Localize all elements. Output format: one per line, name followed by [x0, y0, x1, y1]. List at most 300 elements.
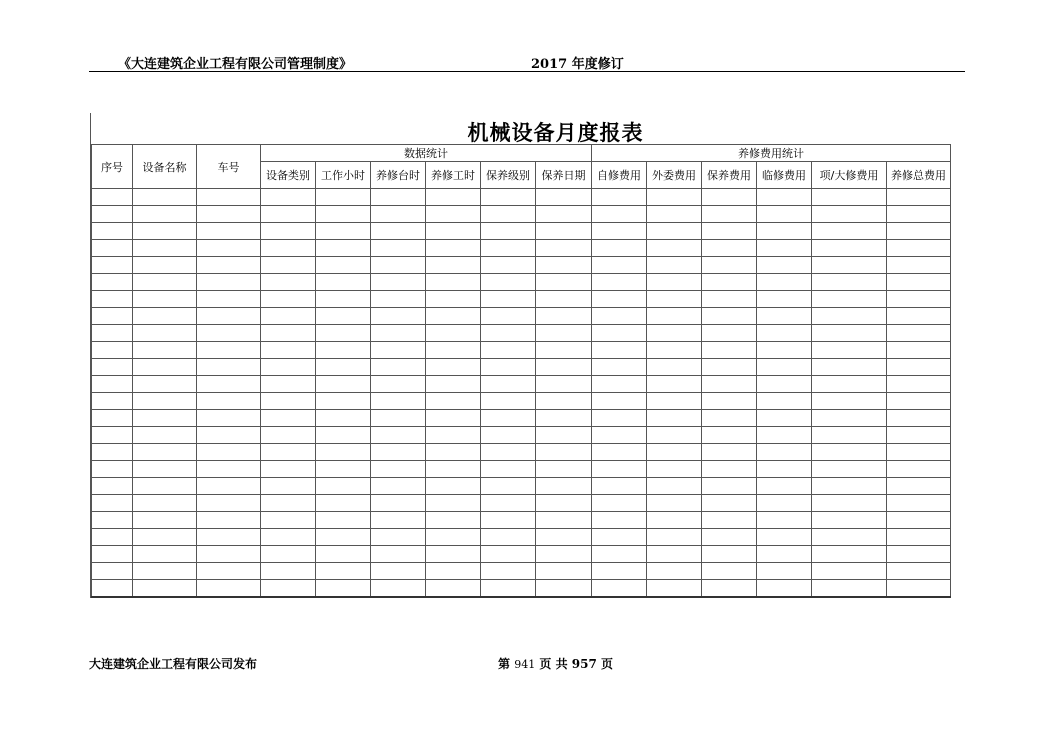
table-cell [702, 325, 757, 342]
table-cell [316, 342, 371, 359]
table-cell [757, 410, 812, 427]
table-cell [592, 291, 647, 308]
table-cell [371, 393, 426, 410]
table-cell [426, 257, 481, 274]
table-cell [536, 410, 592, 427]
table-cell [426, 410, 481, 427]
table-cell [316, 206, 371, 223]
table-row [92, 359, 951, 376]
table-cell [197, 342, 261, 359]
table-cell [371, 563, 426, 580]
table-cell [426, 444, 481, 461]
table-cell [133, 257, 197, 274]
table-cell [812, 444, 887, 461]
table-cell [536, 206, 592, 223]
table-cell [757, 359, 812, 376]
table-cell [316, 512, 371, 529]
table-cell [647, 189, 702, 206]
table-cell [92, 444, 133, 461]
table-cell [261, 393, 316, 410]
table-row [92, 342, 951, 359]
form-title: 机械设备月度报表 [467, 120, 644, 145]
table-cell [536, 240, 592, 257]
table-cell [647, 359, 702, 376]
table-cell [197, 512, 261, 529]
table-cell [261, 257, 316, 274]
table-cell [316, 495, 371, 512]
table-cell [92, 342, 133, 359]
table-cell [536, 274, 592, 291]
table-cell [887, 274, 951, 291]
table-row [92, 410, 951, 427]
table-cell [536, 546, 592, 563]
table-cell [426, 359, 481, 376]
table-row [92, 512, 951, 529]
table-cell [133, 529, 197, 546]
table-cell [592, 410, 647, 427]
table-cell [757, 342, 812, 359]
table-cell [592, 342, 647, 359]
table-cell [316, 308, 371, 325]
table-cell [371, 444, 426, 461]
table-cell [536, 393, 592, 410]
table-cell [887, 291, 951, 308]
table-cell [702, 393, 757, 410]
table-cell [133, 393, 197, 410]
table-row [92, 223, 951, 240]
table-cell [812, 274, 887, 291]
table-cell [592, 206, 647, 223]
table-cell [197, 393, 261, 410]
table-cell [702, 308, 757, 325]
table-cell [887, 512, 951, 529]
table-cell [133, 274, 197, 291]
table-cell [316, 410, 371, 427]
table-cell [812, 257, 887, 274]
table-cell [261, 240, 316, 257]
table-cell [316, 325, 371, 342]
table-cell [133, 206, 197, 223]
table-cell [371, 512, 426, 529]
table-cell [261, 444, 316, 461]
table-row [92, 189, 951, 206]
table-cell [647, 461, 702, 478]
table-cell [757, 291, 812, 308]
table-cell [481, 359, 536, 376]
table-cell [647, 342, 702, 359]
table-cell [133, 563, 197, 580]
table-cell [426, 206, 481, 223]
table-cell [757, 512, 812, 529]
table-cell [812, 546, 887, 563]
table-cell [757, 308, 812, 325]
table-cell [702, 495, 757, 512]
table-cell [887, 427, 951, 444]
table-cell [702, 444, 757, 461]
table-cell [261, 580, 316, 597]
table-cell [887, 223, 951, 240]
table-cell [316, 461, 371, 478]
table-cell [426, 376, 481, 393]
table-cell [536, 427, 592, 444]
table-cell [812, 240, 887, 257]
table-cell [133, 461, 197, 478]
table-cell [92, 461, 133, 478]
table-cell [647, 257, 702, 274]
table-cell [702, 546, 757, 563]
table-cell [887, 495, 951, 512]
table-cell [92, 223, 133, 240]
table-cell [757, 580, 812, 597]
table-cell [592, 223, 647, 240]
table-cell [757, 189, 812, 206]
table-cell [592, 308, 647, 325]
table-cell [757, 478, 812, 495]
col-header: 设备类别 [261, 162, 316, 189]
table-cell [133, 410, 197, 427]
table-cell [316, 240, 371, 257]
table-cell [426, 563, 481, 580]
table-cell [371, 274, 426, 291]
table-cell [316, 291, 371, 308]
header-rule [89, 71, 965, 72]
table-cell [757, 563, 812, 580]
table-row [92, 257, 951, 274]
table-cell [481, 376, 536, 393]
table-cell [133, 325, 197, 342]
table-cell [316, 274, 371, 291]
table-cell [426, 342, 481, 359]
table-cell [197, 206, 261, 223]
table-cell [133, 291, 197, 308]
table-cell [481, 223, 536, 240]
table-cell [133, 478, 197, 495]
table-row [92, 478, 951, 495]
table-cell [371, 529, 426, 546]
table-cell [887, 529, 951, 546]
table-cell [536, 325, 592, 342]
table-row [92, 308, 951, 325]
footer-page-info [498, 655, 613, 672]
table-cell [371, 427, 426, 444]
table-cell [92, 546, 133, 563]
table-cell [92, 376, 133, 393]
table-cell [197, 257, 261, 274]
table-cell [757, 427, 812, 444]
table-cell [261, 512, 316, 529]
header-document-title: 《大连建筑企业工程有限公司管理制度》 [118, 57, 353, 72]
table-cell [757, 461, 812, 478]
table-cell [812, 308, 887, 325]
table-cell [592, 257, 647, 274]
table-cell [647, 291, 702, 308]
table-cell [702, 342, 757, 359]
table-cell [371, 240, 426, 257]
table-cell [757, 546, 812, 563]
col-header: 外委费用 [647, 162, 702, 189]
table-cell [757, 376, 812, 393]
table-cell [133, 580, 197, 597]
table-cell [133, 223, 197, 240]
table-cell [536, 291, 592, 308]
table-cell [261, 546, 316, 563]
table-cell [371, 189, 426, 206]
table-cell [481, 240, 536, 257]
table-cell [702, 206, 757, 223]
table-cell [316, 393, 371, 410]
table-row [92, 376, 951, 393]
table-cell [887, 461, 951, 478]
table-cell [133, 512, 197, 529]
group-header-maintenance-cost: 养修费用统计 [592, 145, 951, 162]
table-cell [426, 546, 481, 563]
table-cell [426, 223, 481, 240]
table-cell [92, 512, 133, 529]
page-mid: 页 共 [539, 657, 568, 671]
table-cell [92, 206, 133, 223]
table-cell [197, 580, 261, 597]
table-cell [261, 376, 316, 393]
table-cell [426, 495, 481, 512]
table-cell [261, 325, 316, 342]
table-cell [702, 223, 757, 240]
table-cell [647, 427, 702, 444]
col-header: 项/大修费用 [812, 162, 887, 189]
table-cell [702, 359, 757, 376]
table-cell [647, 223, 702, 240]
table-cell [887, 563, 951, 580]
table-cell [481, 342, 536, 359]
table-cell [757, 223, 812, 240]
table-cell [426, 325, 481, 342]
table-cell [536, 308, 592, 325]
table-cell [261, 410, 316, 427]
table-cell [812, 359, 887, 376]
table-cell [702, 512, 757, 529]
table-cell [536, 478, 592, 495]
table-cell [536, 257, 592, 274]
table-cell [133, 546, 197, 563]
table-cell [757, 325, 812, 342]
table-cell [92, 529, 133, 546]
table-row [92, 580, 951, 597]
col-header-equipment-name: 设备名称 [133, 145, 197, 189]
table-cell [702, 376, 757, 393]
table-cell [371, 308, 426, 325]
table-cell [481, 206, 536, 223]
table-cell [197, 444, 261, 461]
table-cell [647, 393, 702, 410]
table-cell [133, 189, 197, 206]
table-cell [702, 563, 757, 580]
table-cell [536, 376, 592, 393]
table-cell [92, 495, 133, 512]
table-cell [261, 359, 316, 376]
table-cell [371, 223, 426, 240]
table-cell [133, 376, 197, 393]
table-cell [702, 410, 757, 427]
table-cell [197, 546, 261, 563]
table-cell [133, 308, 197, 325]
table-cell [536, 529, 592, 546]
table-cell [481, 393, 536, 410]
table-cell [426, 291, 481, 308]
col-header: 自修费用 [592, 162, 647, 189]
table-cell [316, 546, 371, 563]
table-cell [481, 257, 536, 274]
table-cell [536, 189, 592, 206]
col-header: 养修工时 [426, 162, 481, 189]
table-cell [647, 512, 702, 529]
table-cell [757, 529, 812, 546]
table-cell [261, 461, 316, 478]
col-header: 保养费用 [702, 162, 757, 189]
table-cell [592, 461, 647, 478]
table-cell [887, 478, 951, 495]
table-cell [647, 274, 702, 291]
table-cell [757, 444, 812, 461]
group-header-data-stats: 数据统计 [261, 145, 592, 162]
table-row [92, 427, 951, 444]
table-cell [887, 359, 951, 376]
table-cell [887, 342, 951, 359]
table-cell [757, 206, 812, 223]
table-cell [316, 478, 371, 495]
table-cell [197, 291, 261, 308]
table-cell [371, 291, 426, 308]
table-cell [702, 291, 757, 308]
table-cell [702, 529, 757, 546]
table-cell [92, 325, 133, 342]
table-cell [133, 444, 197, 461]
table-row [92, 461, 951, 478]
col-header: 养修总费用 [887, 162, 951, 189]
table-cell [261, 308, 316, 325]
table-cell [592, 444, 647, 461]
table-cell [702, 580, 757, 597]
table-cell [887, 410, 951, 427]
table-row [92, 291, 951, 308]
table-cell [426, 580, 481, 597]
table-cell [92, 427, 133, 444]
table-cell [261, 427, 316, 444]
table-cell [702, 461, 757, 478]
table-cell [812, 495, 887, 512]
col-header-seq: 序号 [92, 145, 133, 189]
table-cell [887, 546, 951, 563]
table-cell [133, 240, 197, 257]
table-cell [316, 444, 371, 461]
table-cell [92, 308, 133, 325]
table-cell [197, 308, 261, 325]
table-cell [371, 359, 426, 376]
table-cell [887, 257, 951, 274]
table-cell [92, 359, 133, 376]
table-cell [481, 495, 536, 512]
table-cell [426, 529, 481, 546]
table-cell [92, 291, 133, 308]
table-cell [757, 274, 812, 291]
table-cell [197, 529, 261, 546]
table-cell [812, 291, 887, 308]
table-cell [887, 580, 951, 597]
table-cell [426, 189, 481, 206]
table-cell [481, 308, 536, 325]
table-cell [197, 240, 261, 257]
table-cell [887, 308, 951, 325]
table-cell [92, 240, 133, 257]
table-cell [812, 478, 887, 495]
table-cell [812, 189, 887, 206]
table-cell [647, 410, 702, 427]
table-cell [481, 461, 536, 478]
table-cell [197, 274, 261, 291]
table-row [92, 563, 951, 580]
table-cell [316, 580, 371, 597]
col-header: 养修台时 [371, 162, 426, 189]
table-row [92, 240, 951, 257]
table-cell [887, 444, 951, 461]
table-cell [536, 461, 592, 478]
table-cell [92, 393, 133, 410]
table-cell [647, 478, 702, 495]
table-cell [261, 206, 316, 223]
table-cell [812, 342, 887, 359]
table-cell [371, 342, 426, 359]
table-cell [426, 512, 481, 529]
table-cell [536, 223, 592, 240]
table-cell [702, 257, 757, 274]
table-cell [757, 393, 812, 410]
table-cell [702, 240, 757, 257]
table-cell [592, 495, 647, 512]
table-cell [536, 444, 592, 461]
table-cell [647, 563, 702, 580]
table-cell [702, 478, 757, 495]
table-cell [261, 529, 316, 546]
table-cell [812, 427, 887, 444]
table-cell [426, 308, 481, 325]
table-cell [592, 359, 647, 376]
table-row [92, 495, 951, 512]
table-cell [481, 546, 536, 563]
table-cell [316, 427, 371, 444]
table-cell [316, 189, 371, 206]
table-cell [197, 461, 261, 478]
table-cell [133, 495, 197, 512]
table-cell [261, 563, 316, 580]
col-header: 工作小时 [316, 162, 371, 189]
table-cell [536, 359, 592, 376]
table-cell [371, 376, 426, 393]
table-cell [647, 240, 702, 257]
table-cell [592, 580, 647, 597]
table-cell [812, 529, 887, 546]
report-body [92, 189, 951, 597]
page-total: 957 [571, 657, 597, 671]
page-prefix: 第 [498, 657, 511, 671]
table-cell [92, 189, 133, 206]
table-cell [197, 478, 261, 495]
table-cell [316, 359, 371, 376]
table-cell [371, 546, 426, 563]
table-cell [647, 325, 702, 342]
table-cell [316, 257, 371, 274]
table-cell [592, 427, 647, 444]
table-cell [261, 223, 316, 240]
table-cell [481, 325, 536, 342]
table-cell [702, 274, 757, 291]
